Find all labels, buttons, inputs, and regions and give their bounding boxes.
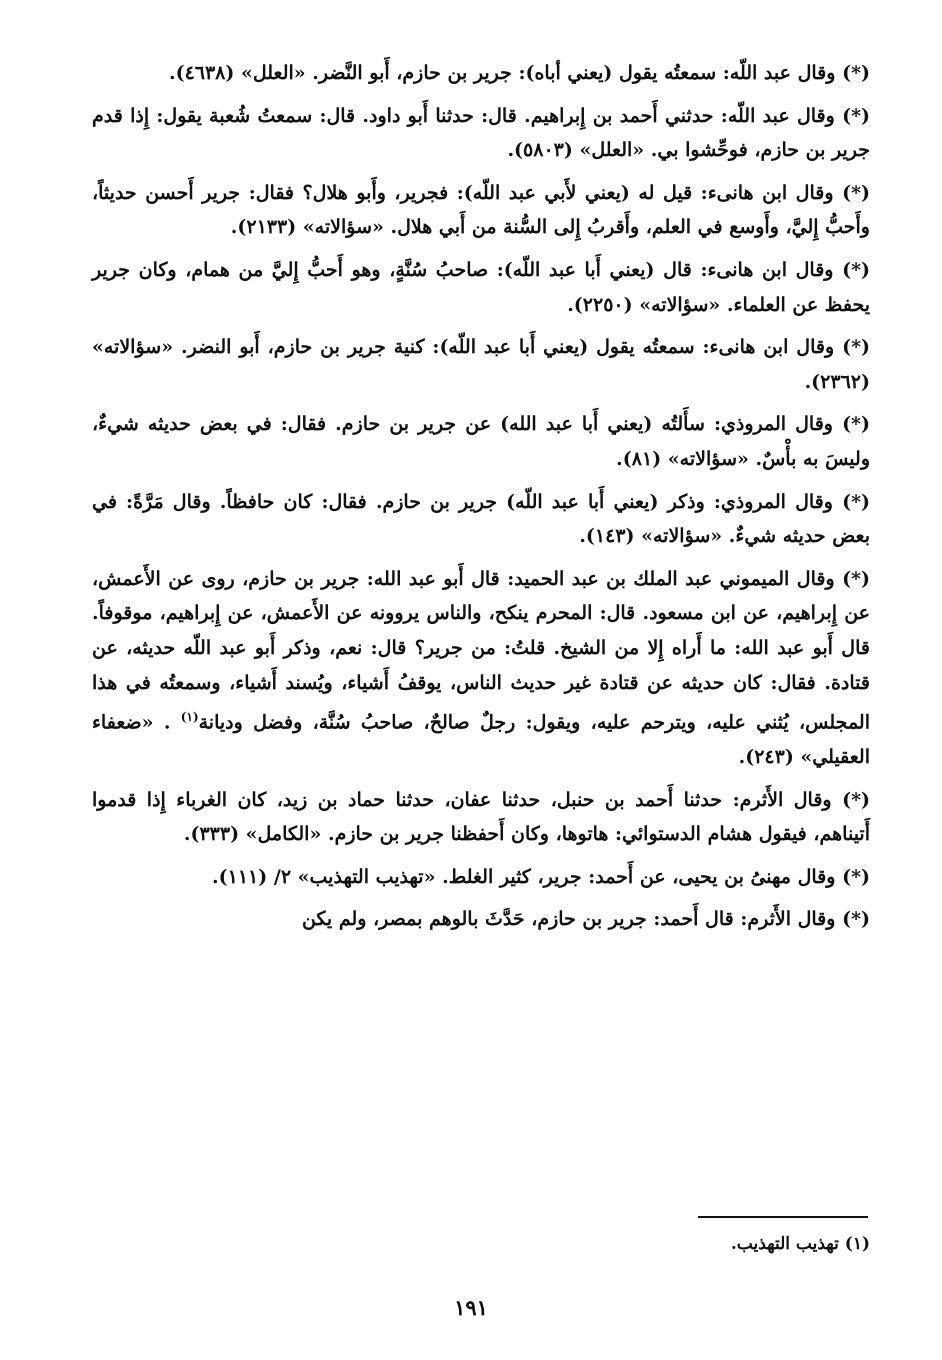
paragraph bbox=[92, 562, 870, 775]
paragraph bbox=[92, 407, 870, 476]
paragraph-marker: (*) bbox=[842, 181, 870, 204]
paragraph-marker: (*) bbox=[842, 567, 870, 590]
paragraph bbox=[92, 176, 870, 245]
paragraph bbox=[92, 860, 870, 895]
footnote-divider bbox=[698, 1216, 868, 1218]
paragraph bbox=[92, 783, 870, 852]
paragraph-text: وقال مهنىُ بن يحيى، عن أَحمد: جرير، كثير الغلط. «تهذيب التهذيب» ٢/ (١١١). bbox=[212, 865, 836, 888]
paragraph-marker: (*) bbox=[842, 788, 870, 811]
paragraph-text: وقال المروذي: سأَلتُه (يعني أَبا عبد الله) عن جرير بن حازم. فقال: في بعض حديثه شيءٌ، وليسَ به بأْسٌ. «سؤالاته» (٨١). bbox=[92, 413, 870, 470]
footnote: (١) تهذيب التهذيب. bbox=[730, 1234, 870, 1254]
paragraph-marker: (*) bbox=[842, 865, 870, 888]
paragraph-text: وقال عبد اللّه: حدثني أَحمد بن إِبراهيم. قال: حدثنا أَبو داود. قال: سمعتُ شُعبة يقول: إِذا قدم جرير بن حازم، فوحِّشوا بي. «العلل» (٥٨٠٣). bbox=[92, 104, 870, 162]
paragraph-text: وقال الأَثرم: قال أَحمد: جرير بن حازم، حَدَّثَ بالوهم بمصر، ولم يكن bbox=[301, 908, 836, 931]
paragraph bbox=[92, 902, 870, 937]
paragraph-marker: (*) bbox=[842, 62, 870, 84]
body-text bbox=[92, 56, 870, 945]
paragraph-text: وقال ابن هانىء: قيل له (يعني لأَبي عبد اللّه): فجرير، وأَبو هلال؟ فقال: جرير أَحسن حديثاً، وأَحبُّ إِليَّ، وأَوسع في العلم، وأَقربُ إِلى السُّنة من أَبي هلال. «سؤالاته» (٢١٣٣). bbox=[92, 181, 870, 239]
page-number: ١٩١ bbox=[454, 1295, 488, 1320]
paragraph bbox=[92, 330, 870, 399]
footnote-reference: (١) bbox=[180, 710, 199, 725]
paragraph bbox=[92, 485, 870, 554]
paragraph-text: وقال ابن هانىء: قال (يعني أَبا عبد اللّه): صاحبُ سُنَّةٍ، وهو أَحبُّ إِليَّ من همام، وكان جرير يحفظ عن العلماء. «سؤالاته» (٢٢٥٠). bbox=[92, 258, 870, 316]
paragraph-text: وقال الأَثرم: حدثنا أَحمد بن حنبل، حدثنا عفان، حدثنا حماد بن زيد، كان الغرباء إِذا قدموا أَتيناهم، فيقول هشام الدستوائي: هاتوها، وكان أَحفظنا جرير بن حازم. «الكامل» (٣٣٣). bbox=[92, 788, 870, 846]
paragraph-source: . «ضعفاء العقيلي» (٢٤٣). bbox=[92, 711, 870, 769]
paragraph-text: وقال المروذي: وذكر (يعني أَبا عبد اللّه) جرير بن حازم. فقال: كان حافظاً. وقال مَرَّةً: في بعض حديثه شيءٌ. «سؤالاته» (١٤٣). bbox=[92, 490, 870, 548]
paragraph-marker: (*) bbox=[842, 413, 870, 436]
paragraph bbox=[92, 56, 870, 91]
paragraph bbox=[92, 253, 870, 322]
paragraph-marker: (*) bbox=[842, 336, 870, 359]
paragraph bbox=[92, 99, 870, 168]
paragraph-text: وقال عبد اللّه: سمعتُه يقول (يعني أباه): جرير بن حازم، أَبو النَّضر. «العلل» (٤٦٣٨). bbox=[168, 62, 836, 84]
paragraph-text: وقال ابن هانىء: سمعتُه يقول (يعني أَبا عبد اللّه): كنية جرير بن حازم، أَبو النضر. «سؤالاته» (٢٣٦٢). bbox=[92, 336, 870, 393]
paragraph-marker: (*) bbox=[842, 104, 870, 127]
paragraph-text: وقال الميموني عبد الملك بن عبد الحميد: قال أَبو عبد الله: جرير بن حازم، روى عن الأَعمش، عن إِبراهيم، عن ابن مسعود. قال: المحرم ينكح، والناس يروونه عن الأَعمش، عن إِبراهيم، موقوفاً. قال أَبو عبد الله: ما أَراه إِلا من الشيخ. قلتُ: من جرير؟ قال: نعم، وذكر أَبو عبد اللّه حديثه، عن قتادة. فقال: كان حديثه عن قتادة غير حديث الناس، يوقفُ أَشياء، ويُسند أَشياء، وسمعتُه في هذا المجلس، يُثني عليه، ويترحم عليه، ويقول: رجلٌ صالحٌ، صاحبُ سُنَّة، وفضل وديانة bbox=[92, 567, 870, 734]
paragraph-marker: (*) bbox=[842, 908, 870, 931]
paragraph-marker: (*) bbox=[842, 490, 870, 513]
paragraph-marker: (*) bbox=[842, 258, 870, 281]
